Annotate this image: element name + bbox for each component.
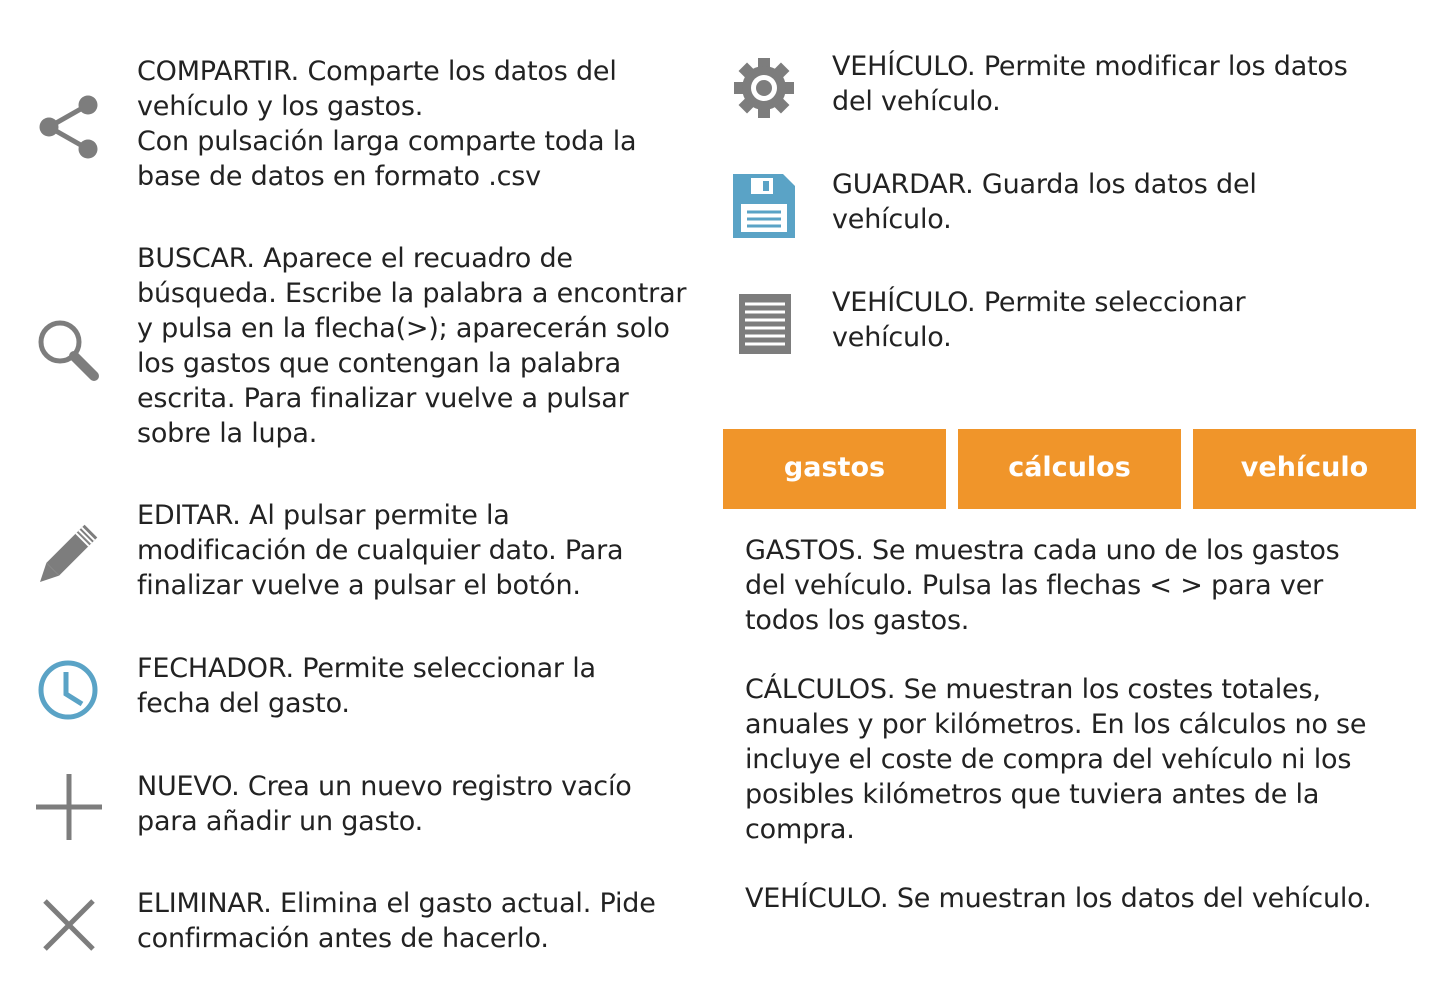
gear-icon xyxy=(732,56,796,120)
pencil-icon xyxy=(32,516,106,590)
close-icon xyxy=(40,896,98,954)
date-description: FECHADOR. Permite seleccionar la fecha del gasto. xyxy=(137,653,596,719)
calculos-description: CÁLCULOS. Se muestran los costes totales, anuales y por kilómetros. En los cálculos no se incluye el coste de compra del vehículo ni los posibles kilómetros que tuviera antes de la compra. xyxy=(745,674,1367,845)
list-icon xyxy=(739,294,791,354)
save-description: GUARDAR. Guarda los datos del vehículo. xyxy=(832,169,1257,235)
gastos-description: GASTOS. Se muestra cada uno de los gastos del vehículo. Pulsa las flechas < > para ver todos los gastos. xyxy=(745,535,1340,636)
clock-icon xyxy=(36,658,100,722)
new-description: NUEVO. Crea un nuevo registro vacío para añadir un gasto. xyxy=(137,771,632,837)
save-icon xyxy=(733,174,795,238)
vehiculo-description: VEHÍCULO. Se muestran los datos del vehículo. xyxy=(745,883,1372,914)
share-icon xyxy=(36,94,102,160)
delete-description: ELIMINAR. Elimina el gasto actual. Pide confirmación antes de hacerlo. xyxy=(137,888,656,954)
tab-gastos[interactable]: gastos xyxy=(723,429,946,509)
list-description: VEHÍCULO. Permite seleccionar vehículo. xyxy=(832,287,1246,353)
tab-calculos[interactable]: cálculos xyxy=(958,429,1181,509)
plus-icon xyxy=(34,772,104,842)
share-description: COMPARTIR. Comparte los datos del vehículo y los gastos. Con pulsación larga comparte toda la base de datos en formato .csv xyxy=(137,56,637,192)
settings-description: VEHÍCULO. Permite modificar los datos del vehículo. xyxy=(832,51,1348,117)
search-icon xyxy=(36,318,102,382)
edit-description: EDITAR. Al pulsar permite la modificación de cualquier dato. Para finalizar vuelve a pulsar el botón. xyxy=(137,500,624,601)
search-description: BUSCAR. Aparece el recuadro de búsqueda. Escribe la palabra a encontrar y pulsa en la flecha(>); aparecerán solo los gastos que contengan la palabra escrita. Para finalizar vuelve a pulsar sobre la lupa. xyxy=(137,243,687,449)
tab-vehiculo[interactable]: vehículo xyxy=(1193,429,1416,509)
